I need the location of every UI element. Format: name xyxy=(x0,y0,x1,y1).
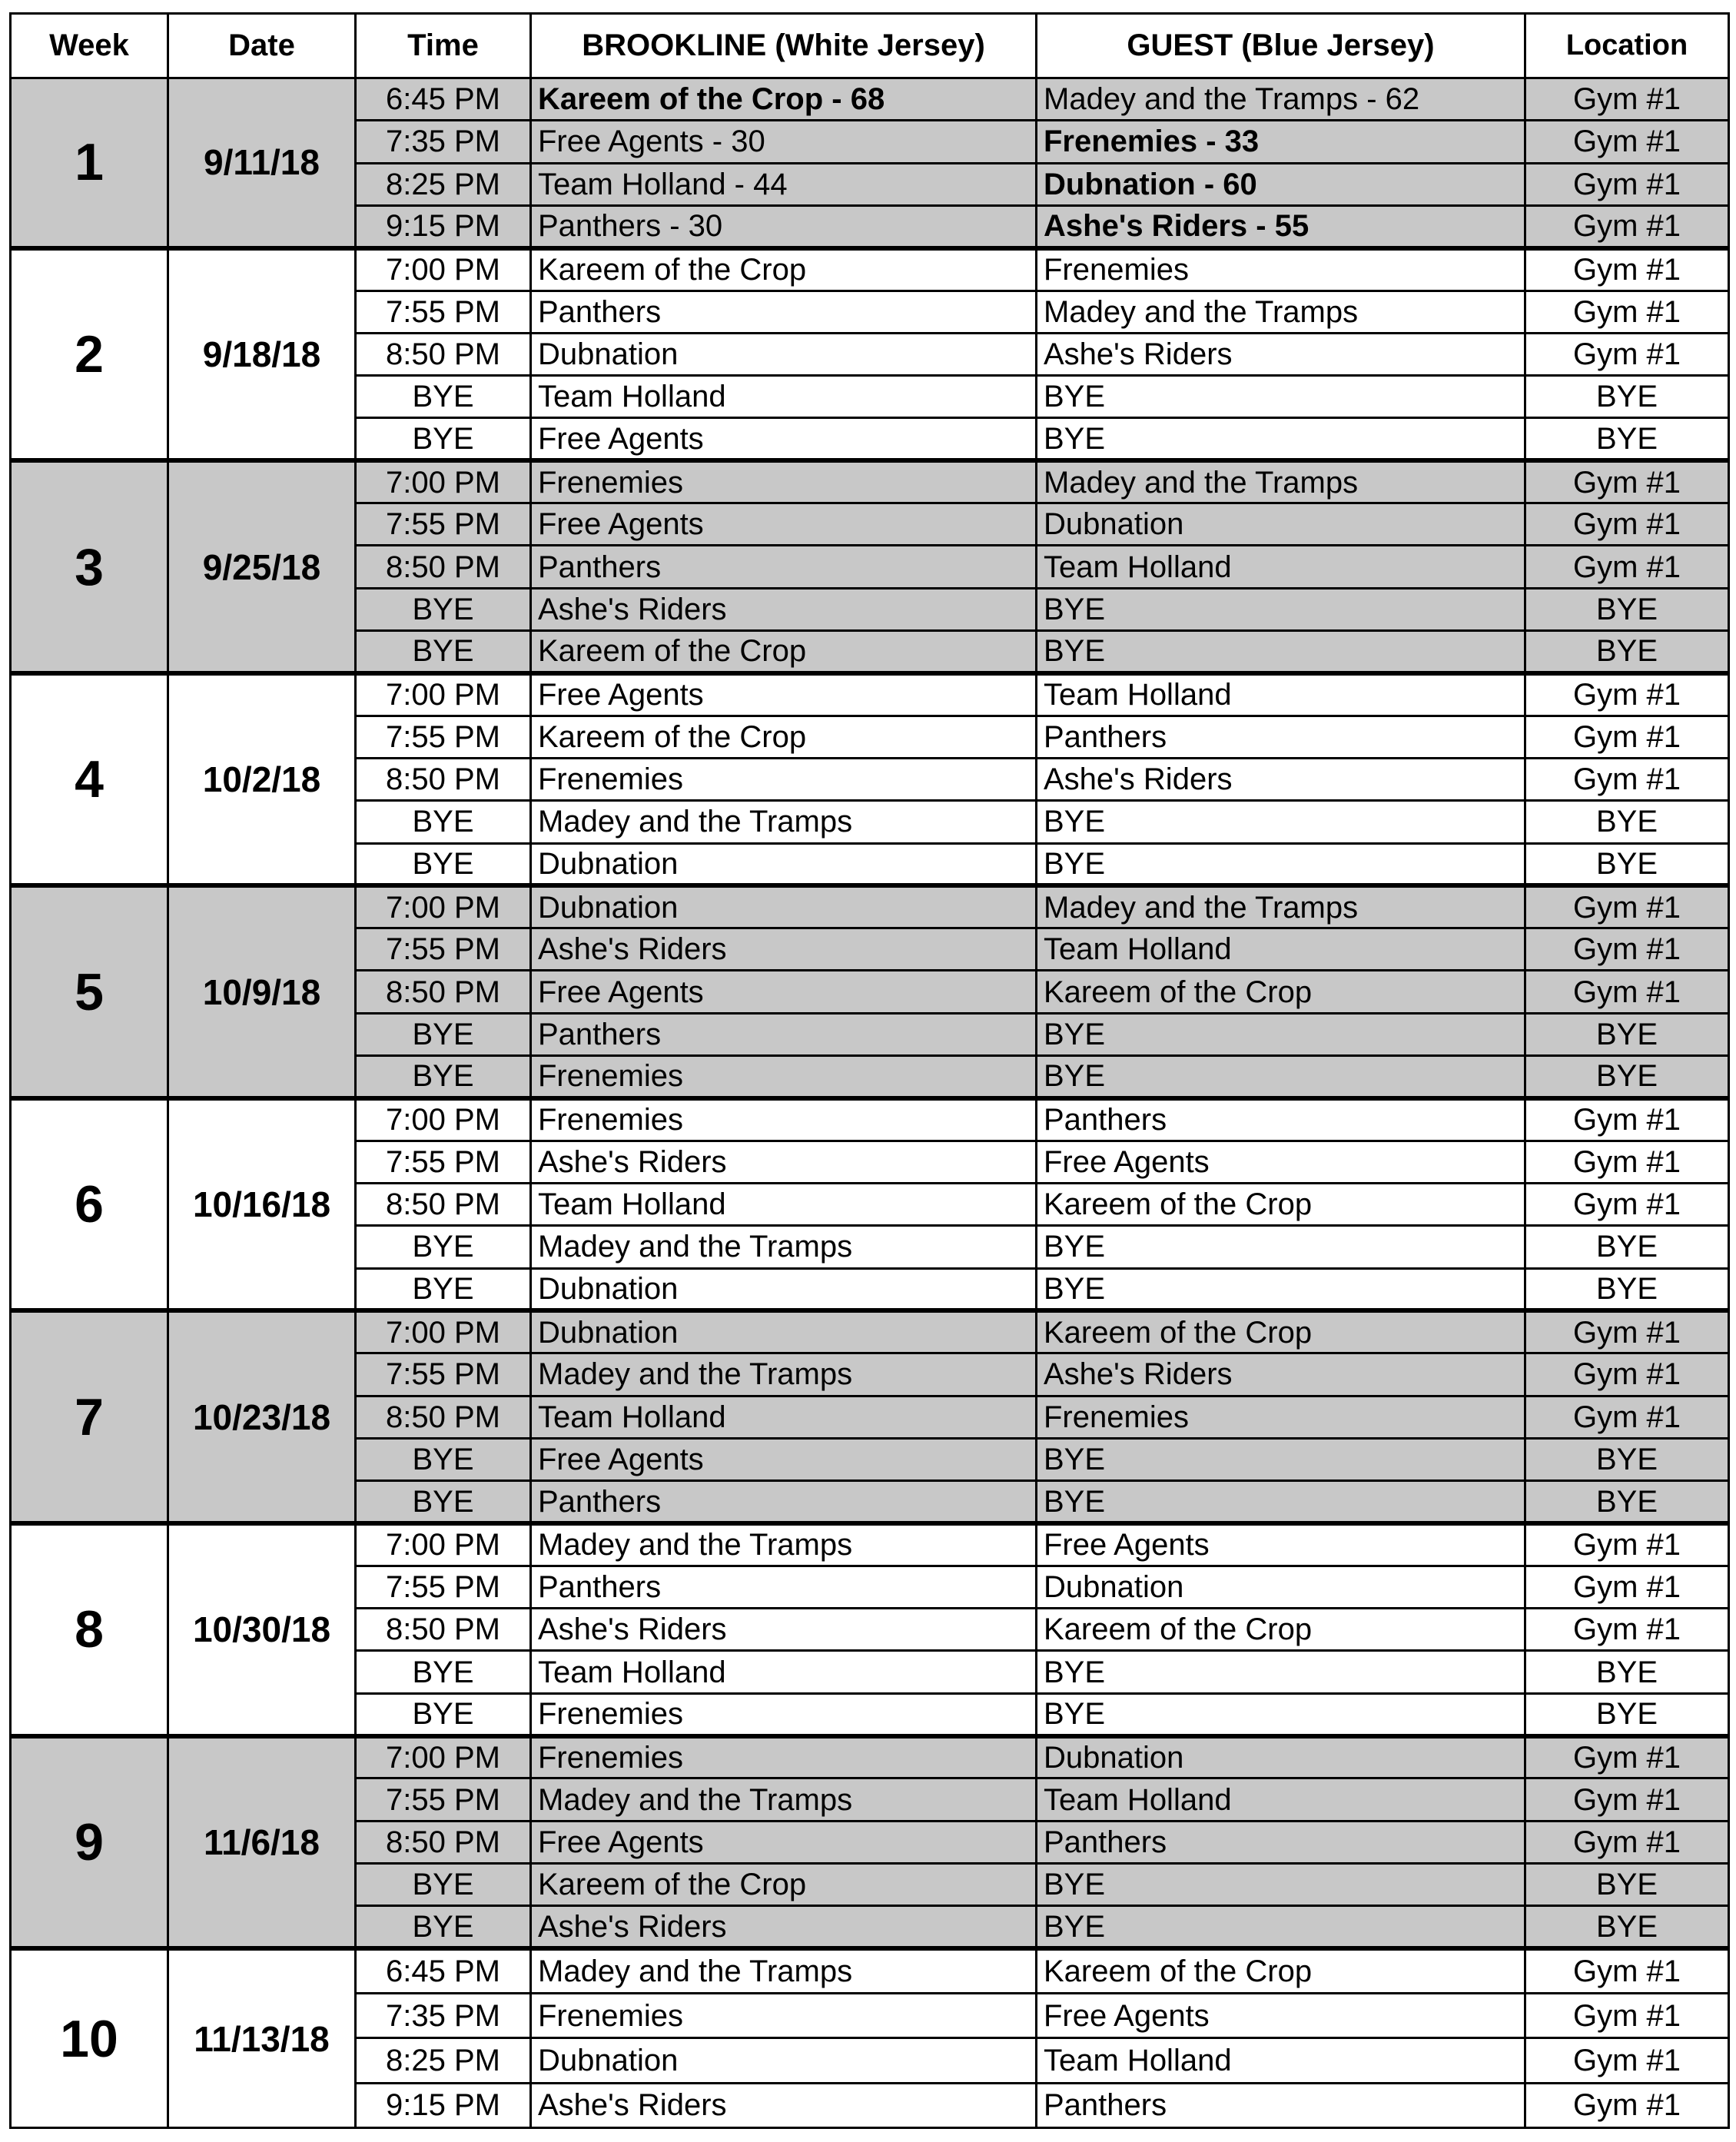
game-time: 7:00 PM xyxy=(356,1310,531,1353)
guest-team: BYE xyxy=(1037,1268,1525,1310)
home-team: Free Agents xyxy=(531,1821,1037,1863)
guest-team: Madey and the Tramps - 62 xyxy=(1037,78,1525,121)
guest-team: Madey and the Tramps xyxy=(1037,460,1525,503)
game-location: BYE xyxy=(1525,1863,1729,1905)
home-team: Team Holland xyxy=(531,1651,1037,1693)
game-location: Gym #1 xyxy=(1525,2038,1729,2083)
game-time: 7:55 PM xyxy=(356,716,531,758)
game-time: 7:00 PM xyxy=(356,248,531,291)
guest-team: Ashe's Riders - 55 xyxy=(1037,205,1525,247)
game-location: Gym #1 xyxy=(1525,1141,1729,1183)
home-team: Ashe's Riders xyxy=(531,928,1037,971)
game-time: 7:00 PM xyxy=(356,1098,531,1141)
home-team: Kareem of the Crop xyxy=(531,1863,1037,1905)
game-time: 7:55 PM xyxy=(356,928,531,971)
game-time: 8:50 PM xyxy=(356,546,531,588)
home-team: Madey and the Tramps xyxy=(531,1778,1037,1821)
game-time: BYE xyxy=(356,418,531,460)
home-team: Frenemies xyxy=(531,1098,1037,1141)
home-team: Panthers xyxy=(531,1481,1037,1523)
game-location: Gym #1 xyxy=(1525,971,1729,1013)
table-row xyxy=(11,673,1729,716)
guest-team: Free Agents xyxy=(1037,1993,1525,2037)
game-location: Gym #1 xyxy=(1525,673,1729,716)
game-location: Gym #1 xyxy=(1525,758,1729,800)
home-team: Free Agents xyxy=(531,503,1037,546)
week-date: 11/13/18 xyxy=(168,1948,356,2127)
home-team: Free Agents xyxy=(531,418,1037,460)
game-time: 7:55 PM xyxy=(356,1141,531,1183)
game-time: 7:00 PM xyxy=(356,1523,531,1566)
game-time: BYE xyxy=(356,1226,531,1268)
guest-team: Madey and the Tramps xyxy=(1037,291,1525,333)
game-location: BYE xyxy=(1525,588,1729,630)
game-time: 8:50 PM xyxy=(356,1821,531,1863)
guest-team: BYE xyxy=(1037,1438,1525,1480)
game-time: BYE xyxy=(356,801,531,843)
home-team: Ashe's Riders xyxy=(531,1141,1037,1183)
game-time: 8:25 PM xyxy=(356,163,531,205)
game-time: BYE xyxy=(356,1693,531,1735)
week-number: 8 xyxy=(11,1523,168,1736)
guest-team: Team Holland xyxy=(1037,1778,1525,1821)
game-location: Gym #1 xyxy=(1525,885,1729,928)
week-number: 6 xyxy=(11,1098,168,1311)
game-location: Gym #1 xyxy=(1525,928,1729,971)
game-time: 7:00 PM xyxy=(356,460,531,503)
week-group xyxy=(11,78,1729,248)
week-number: 4 xyxy=(11,673,168,886)
game-time: 8:50 PM xyxy=(356,333,531,375)
game-time: 8:50 PM xyxy=(356,1184,531,1226)
header-date: Date xyxy=(168,14,356,78)
game-location: Gym #1 xyxy=(1525,78,1729,121)
home-team: Dubnation xyxy=(531,1268,1037,1310)
table-row xyxy=(11,78,1729,121)
home-team: Free Agents xyxy=(531,971,1037,1013)
table-row xyxy=(11,1098,1729,1141)
home-team: Dubnation xyxy=(531,1310,1037,1353)
home-team: Dubnation xyxy=(531,885,1037,928)
week-number: 3 xyxy=(11,460,168,673)
guest-team: Ashe's Riders xyxy=(1037,758,1525,800)
game-location: BYE xyxy=(1525,1906,1729,1948)
game-location: Gym #1 xyxy=(1525,1609,1729,1651)
guest-team: Dubnation xyxy=(1037,1736,1525,1778)
game-location: BYE xyxy=(1525,1056,1729,1098)
game-location: BYE xyxy=(1525,1268,1729,1310)
week-date: 10/16/18 xyxy=(168,1098,356,1311)
guest-team: Free Agents xyxy=(1037,1523,1525,1566)
game-location: Gym #1 xyxy=(1525,1098,1729,1141)
guest-team: Team Holland xyxy=(1037,2038,1525,2083)
home-team: Panthers xyxy=(531,546,1037,588)
game-location: BYE xyxy=(1525,1651,1729,1693)
table-row xyxy=(11,1523,1729,1566)
guest-team: Kareem of the Crop xyxy=(1037,971,1525,1013)
game-time: 7:55 PM xyxy=(356,503,531,546)
game-time: 8:50 PM xyxy=(356,971,531,1013)
game-time: BYE xyxy=(356,1056,531,1098)
game-location: BYE xyxy=(1525,1438,1729,1480)
week-number: 7 xyxy=(11,1310,168,1523)
home-team: Ashe's Riders xyxy=(531,1609,1037,1651)
week-group xyxy=(11,1523,1729,1736)
game-location: BYE xyxy=(1525,801,1729,843)
game-time: 7:55 PM xyxy=(356,1566,531,1608)
game-time: BYE xyxy=(356,588,531,630)
guest-team: BYE xyxy=(1037,630,1525,672)
table-row xyxy=(11,248,1729,291)
home-team: Frenemies xyxy=(531,758,1037,800)
week-group xyxy=(11,460,1729,673)
home-team: Team Holland xyxy=(531,376,1037,418)
home-team: Kareem of the Crop xyxy=(531,248,1037,291)
game-time: BYE xyxy=(356,1906,531,1948)
guest-team: BYE xyxy=(1037,1651,1525,1693)
game-time: BYE xyxy=(356,1481,531,1523)
guest-team: Dubnation xyxy=(1037,1566,1525,1608)
week-group xyxy=(11,673,1729,886)
home-team: Dubnation xyxy=(531,333,1037,375)
game-time: BYE xyxy=(356,376,531,418)
week-number: 9 xyxy=(11,1736,168,1949)
game-time: BYE xyxy=(356,1268,531,1310)
home-team: Frenemies xyxy=(531,1993,1037,2037)
game-location: Gym #1 xyxy=(1525,1948,1729,1993)
guest-team: Kareem of the Crop xyxy=(1037,1310,1525,1353)
game-location: Gym #1 xyxy=(1525,1353,1729,1396)
guest-team: BYE xyxy=(1037,1693,1525,1735)
table-row xyxy=(11,1948,1729,1993)
home-team: Kareem of the Crop xyxy=(531,716,1037,758)
header-guest-team: GUEST (Blue Jersey) xyxy=(1037,14,1525,78)
week-group xyxy=(11,248,1729,461)
guest-team: Ashe's Riders xyxy=(1037,333,1525,375)
game-time: 7:55 PM xyxy=(356,291,531,333)
table-row xyxy=(11,1310,1729,1353)
week-group xyxy=(11,1948,1729,2127)
home-team: Free Agents xyxy=(531,1438,1037,1480)
home-team: Madey and the Tramps xyxy=(531,1226,1037,1268)
game-location: BYE xyxy=(1525,376,1729,418)
game-time: 6:45 PM xyxy=(356,1948,531,1993)
guest-team: Panthers xyxy=(1037,1098,1525,1141)
home-team: Kareem of the Crop - 68 xyxy=(531,78,1037,121)
game-location: BYE xyxy=(1525,1481,1729,1523)
week-group xyxy=(11,1310,1729,1523)
home-team: Madey and the Tramps xyxy=(531,1523,1037,1566)
week-number: 2 xyxy=(11,248,168,461)
home-team: Frenemies xyxy=(531,1736,1037,1778)
guest-team: Team Holland xyxy=(1037,673,1525,716)
game-time: 7:55 PM xyxy=(356,1778,531,1821)
week-number: 1 xyxy=(11,78,168,248)
guest-team: Panthers xyxy=(1037,716,1525,758)
game-location: BYE xyxy=(1525,843,1729,885)
home-team: Ashe's Riders xyxy=(531,588,1037,630)
game-location: Gym #1 xyxy=(1525,1821,1729,1863)
game-location: Gym #1 xyxy=(1525,2083,1729,2127)
guest-team: Dubnation xyxy=(1037,503,1525,546)
game-location: Gym #1 xyxy=(1525,716,1729,758)
week-date: 10/30/18 xyxy=(168,1523,356,1736)
game-location: Gym #1 xyxy=(1525,248,1729,291)
guest-team: BYE xyxy=(1037,418,1525,460)
table-header xyxy=(11,14,1729,78)
guest-team: BYE xyxy=(1037,1906,1525,1948)
game-time: 9:15 PM xyxy=(356,2083,531,2127)
game-location: Gym #1 xyxy=(1525,1523,1729,1566)
guest-team: Kareem of the Crop xyxy=(1037,1609,1525,1651)
guest-team: Kareem of the Crop xyxy=(1037,1184,1525,1226)
guest-team: Frenemies xyxy=(1037,248,1525,291)
week-number: 5 xyxy=(11,885,168,1098)
game-location: BYE xyxy=(1525,1226,1729,1268)
game-location: Gym #1 xyxy=(1525,1993,1729,2037)
header-week: Week xyxy=(11,14,168,78)
week-date: 9/25/18 xyxy=(168,460,356,673)
game-time: 8:50 PM xyxy=(356,1396,531,1438)
home-team: Madey and the Tramps xyxy=(531,1948,1037,1993)
game-time: BYE xyxy=(356,1863,531,1905)
guest-team: Frenemies - 33 xyxy=(1037,121,1525,163)
header-time: Time xyxy=(356,14,531,78)
week-date: 9/18/18 xyxy=(168,248,356,461)
week-date: 10/23/18 xyxy=(168,1310,356,1523)
guest-team: BYE xyxy=(1037,1013,1525,1055)
game-location: Gym #1 xyxy=(1525,1396,1729,1438)
game-time: 8:50 PM xyxy=(356,758,531,800)
game-location: Gym #1 xyxy=(1525,1736,1729,1778)
game-time: BYE xyxy=(356,843,531,885)
week-date: 11/6/18 xyxy=(168,1736,356,1949)
table-row xyxy=(11,885,1729,928)
guest-team: Team Holland xyxy=(1037,928,1525,971)
game-location: Gym #1 xyxy=(1525,1184,1729,1226)
game-time: 6:45 PM xyxy=(356,78,531,121)
home-team: Frenemies xyxy=(531,1056,1037,1098)
game-time: 7:55 PM xyxy=(356,1353,531,1396)
game-time: 7:00 PM xyxy=(356,673,531,716)
guest-team: BYE xyxy=(1037,1226,1525,1268)
home-team: Ashe's Riders xyxy=(531,2083,1037,2127)
header-home-team: BROOKLINE (White Jersey) xyxy=(531,14,1037,78)
game-location: Gym #1 xyxy=(1525,1778,1729,1821)
game-location: Gym #1 xyxy=(1525,503,1729,546)
guest-team: Panthers xyxy=(1037,1821,1525,1863)
game-time: BYE xyxy=(356,1438,531,1480)
home-team: Team Holland - 44 xyxy=(531,163,1037,205)
week-date: 9/11/18 xyxy=(168,78,356,248)
table-row xyxy=(11,1736,1729,1778)
home-team: Panthers - 30 xyxy=(531,205,1037,247)
home-team: Dubnation xyxy=(531,2038,1037,2083)
home-team: Panthers xyxy=(531,1566,1037,1608)
guest-team: BYE xyxy=(1037,1056,1525,1098)
home-team: Team Holland xyxy=(531,1184,1037,1226)
guest-team: BYE xyxy=(1037,1863,1525,1905)
home-team: Kareem of the Crop xyxy=(531,630,1037,672)
game-location: BYE xyxy=(1525,1013,1729,1055)
home-team: Frenemies xyxy=(531,1693,1037,1735)
home-team: Madey and the Tramps xyxy=(531,801,1037,843)
home-team: Madey and the Tramps xyxy=(531,1353,1037,1396)
game-location: Gym #1 xyxy=(1525,291,1729,333)
guest-team: Free Agents xyxy=(1037,1141,1525,1183)
home-team: Free Agents xyxy=(531,673,1037,716)
game-time: BYE xyxy=(356,1013,531,1055)
guest-team: Team Holland xyxy=(1037,546,1525,588)
game-location: Gym #1 xyxy=(1525,1566,1729,1608)
guest-team: BYE xyxy=(1037,588,1525,630)
week-number: 10 xyxy=(11,1948,168,2127)
home-team: Panthers xyxy=(531,1013,1037,1055)
game-location: Gym #1 xyxy=(1525,205,1729,247)
game-time: 7:35 PM xyxy=(356,121,531,163)
guest-team: Panthers xyxy=(1037,2083,1525,2127)
guest-team: Ashe's Riders xyxy=(1037,1353,1525,1396)
header-location: Location xyxy=(1525,14,1729,78)
game-time: 9:15 PM xyxy=(356,205,531,247)
guest-team: BYE xyxy=(1037,1481,1525,1523)
guest-team: BYE xyxy=(1037,801,1525,843)
game-location: Gym #1 xyxy=(1525,333,1729,375)
game-time: 8:50 PM xyxy=(356,1609,531,1651)
game-time: 8:25 PM xyxy=(356,2038,531,2083)
table-row xyxy=(11,460,1729,503)
game-time: 7:00 PM xyxy=(356,1736,531,1778)
game-time: 7:35 PM xyxy=(356,1993,531,2037)
game-location: BYE xyxy=(1525,1693,1729,1735)
home-team: Ashe's Riders xyxy=(531,1906,1037,1948)
guest-team: Frenemies xyxy=(1037,1396,1525,1438)
home-team: Free Agents - 30 xyxy=(531,121,1037,163)
game-time: 7:00 PM xyxy=(356,885,531,928)
game-location: Gym #1 xyxy=(1525,546,1729,588)
game-location: Gym #1 xyxy=(1525,163,1729,205)
home-team: Frenemies xyxy=(531,460,1037,503)
guest-team: Dubnation - 60 xyxy=(1037,163,1525,205)
week-group xyxy=(11,1098,1729,1311)
game-location: BYE xyxy=(1525,630,1729,672)
guest-team: BYE xyxy=(1037,843,1525,885)
week-date: 10/2/18 xyxy=(168,673,356,886)
home-team: Panthers xyxy=(531,291,1037,333)
guest-team: BYE xyxy=(1037,376,1525,418)
schedule-table xyxy=(9,12,1730,2129)
week-group xyxy=(11,885,1729,1098)
guest-team: Kareem of the Crop xyxy=(1037,1948,1525,1993)
header-row xyxy=(11,14,1729,78)
week-group xyxy=(11,1736,1729,1949)
game-location: BYE xyxy=(1525,418,1729,460)
home-team: Dubnation xyxy=(531,843,1037,885)
game-location: Gym #1 xyxy=(1525,460,1729,503)
guest-team: Madey and the Tramps xyxy=(1037,885,1525,928)
game-time: BYE xyxy=(356,630,531,672)
game-time: BYE xyxy=(356,1651,531,1693)
week-date: 10/9/18 xyxy=(168,885,356,1098)
game-location: Gym #1 xyxy=(1525,121,1729,163)
home-team: Team Holland xyxy=(531,1396,1037,1438)
game-location: Gym #1 xyxy=(1525,1310,1729,1353)
